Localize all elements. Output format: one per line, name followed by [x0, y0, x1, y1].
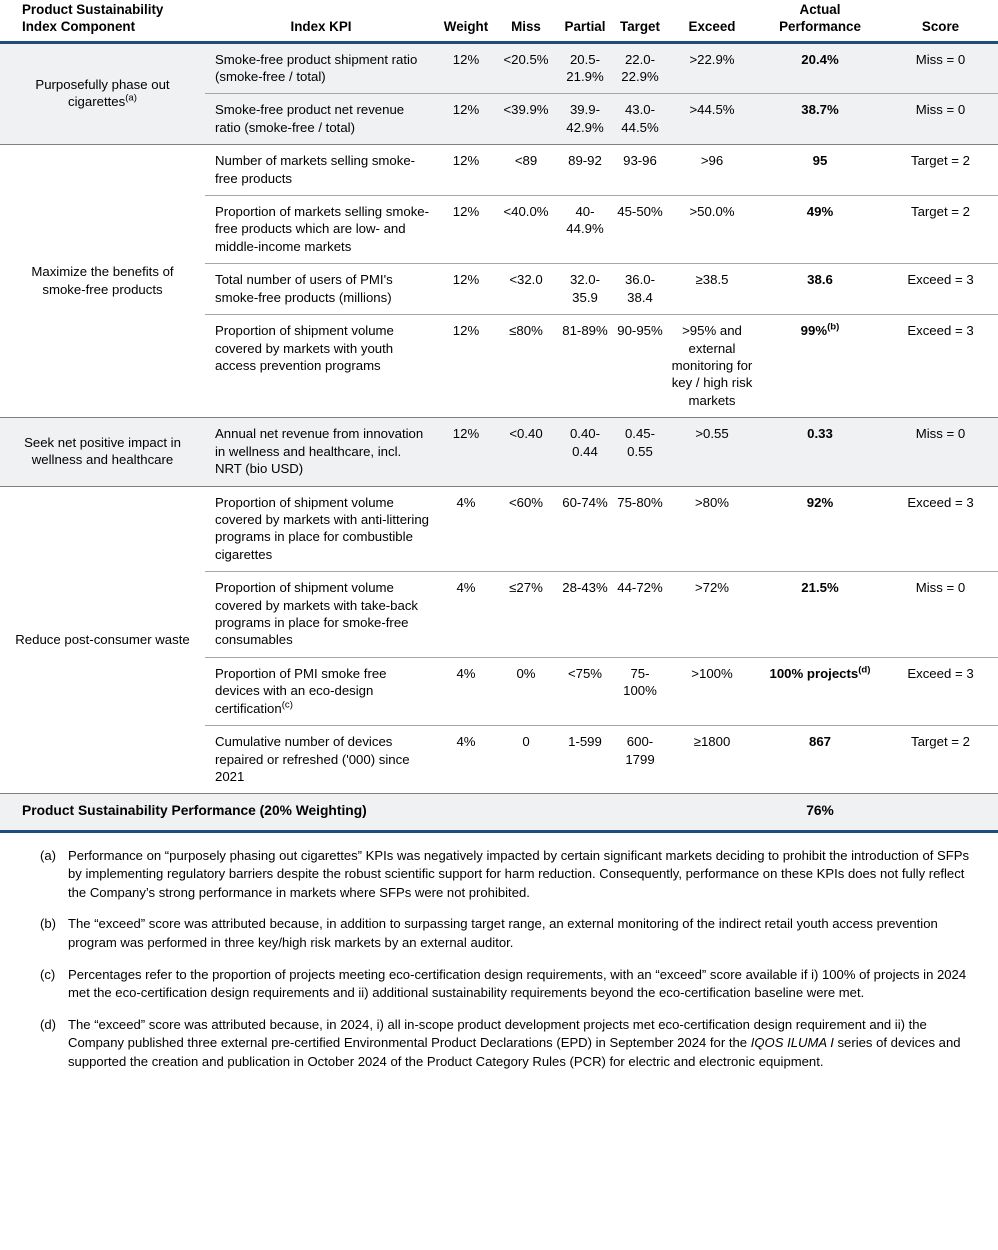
footnote-marker: (a) — [40, 847, 57, 863]
kpi-cell — [205, 94, 437, 145]
footnote — [22, 966, 976, 1003]
weight-cell: 12% — [437, 145, 495, 196]
target-cell: 75-100% — [613, 657, 667, 725]
exceed-cell: >80% — [667, 486, 757, 572]
kpi-label: Proportion of shipment volume covered by markets with anti-littering programs in place for combustible cigarettes — [215, 494, 430, 562]
exceed-cell: ≥1800 — [667, 726, 757, 794]
target-cell: 45-50% — [613, 196, 667, 264]
exceed-cell: >72% — [667, 572, 757, 658]
weight-cell: 12% — [437, 42, 495, 94]
score-cell: Exceed = 3 — [883, 315, 998, 418]
partial-cell: 40-44.9% — [557, 196, 613, 264]
score-cell: Exceed = 3 — [883, 486, 998, 572]
kpi-label: Annual net revenue from innovation in wellness and healthcare, incl. NRT (bio USD) — [215, 426, 424, 477]
column-header-component-line2: Index Component — [22, 18, 136, 34]
footnote-marker: (d) — [858, 664, 871, 676]
actual-performance-value: 867 — [808, 734, 831, 750]
column-header-score: Score — [883, 0, 998, 42]
table-row — [0, 145, 998, 196]
column-header-miss: Miss — [495, 0, 557, 42]
kpi-label: Proportion of markets selling smoke-free products which are low- and middle-income markets — [215, 204, 430, 254]
partial-cell: 81-89% — [557, 315, 613, 418]
miss-cell: ≤80% — [495, 315, 557, 418]
target-cell: 75-80% — [613, 486, 667, 572]
actual-performance-cell — [757, 315, 883, 418]
footnote-italic-term: IQOS ILUMA I — [750, 1035, 834, 1051]
index-component-cell — [0, 418, 205, 486]
weight-cell: 12% — [437, 315, 495, 418]
kpi-cell — [205, 145, 437, 196]
actual-performance-cell — [757, 264, 883, 315]
table-row — [0, 418, 998, 486]
table-header-row — [0, 0, 998, 42]
exceed-cell: ≥38.5 — [667, 264, 757, 315]
footnote-text: Percentages refer to the proportion of projects meeting eco-certification design requirements, with an “exceed” score available if i) 100% of projects in 2024 met the eco-certification design requirements and ii) additional sustainability requirements beyond the eco-certification baseline were met. — [68, 966, 967, 1001]
actual-performance-cell — [757, 94, 883, 145]
column-header-actual-line2: Performance — [779, 18, 861, 34]
total-row — [0, 794, 998, 831]
miss-cell: <60% — [495, 486, 557, 572]
column-header-actual-performance — [757, 0, 883, 42]
miss-cell: <0.40 — [495, 418, 557, 486]
actual-performance-value: 100% projects — [769, 665, 859, 681]
target-cell: 600-1799 — [613, 726, 667, 794]
kpi-label: Smoke-free product shipment ratio (smoke-free / total) — [215, 51, 418, 84]
actual-performance-value: 95 — [812, 153, 828, 169]
weight-cell: 4% — [437, 572, 495, 658]
actual-performance-value: 20.4% — [801, 51, 839, 67]
miss-cell: ≤27% — [495, 572, 557, 658]
kpi-label: Cumulative number of devices repaired or refreshed ('000) since 2021 — [215, 734, 410, 784]
target-cell: 22.0-22.9% — [613, 42, 667, 94]
partial-cell: 0.40-0.44 — [557, 418, 613, 486]
score-cell: Exceed = 3 — [883, 657, 998, 725]
index-component-label: Purposefully phase out cigarettes — [35, 76, 170, 110]
footnote-marker: (b) — [827, 321, 840, 333]
actual-performance-cell — [757, 196, 883, 264]
weight-cell: 12% — [437, 94, 495, 145]
exceed-cell: >95% and external monitoring for key / high risk markets — [667, 315, 757, 418]
actual-performance-value: 38.6 — [807, 272, 833, 288]
exceed-cell: >50.0% — [667, 196, 757, 264]
kpi-cell — [205, 657, 437, 725]
actual-performance-value: 49% — [806, 204, 834, 220]
partial-cell: 89-92 — [557, 145, 613, 196]
kpi-label: Number of markets selling smoke-free products — [215, 153, 416, 186]
partial-cell: <75% — [557, 657, 613, 725]
miss-cell: <89 — [495, 145, 557, 196]
total-score-cell — [883, 794, 998, 831]
actual-performance-cell — [757, 418, 883, 486]
score-cell: Miss = 0 — [883, 572, 998, 658]
partial-cell: 1-599 — [557, 726, 613, 794]
footnote — [22, 847, 976, 903]
score-cell: Target = 2 — [883, 196, 998, 264]
weight-cell: 4% — [437, 486, 495, 572]
partial-cell: 28-43% — [557, 572, 613, 658]
weight-cell: 4% — [437, 657, 495, 725]
table-row — [0, 486, 998, 572]
actual-performance-cell — [757, 486, 883, 572]
kpi-label: Proportion of PMI smoke free devices with an eco-design certification — [215, 665, 387, 716]
column-header-weight: Weight — [437, 0, 495, 42]
table-header — [0, 0, 998, 42]
index-component-label: Reduce post-consumer waste — [15, 631, 190, 647]
score-cell: Target = 2 — [883, 145, 998, 196]
footnote-marker: (d) — [40, 1016, 57, 1032]
footnote — [22, 915, 976, 952]
target-cell: 0.45-0.55 — [613, 418, 667, 486]
kpi-cell — [205, 264, 437, 315]
miss-cell: 0 — [495, 726, 557, 794]
partial-cell: 39.9-42.9% — [557, 94, 613, 145]
column-header-kpi: Index KPI — [205, 0, 437, 42]
weight-cell: 12% — [437, 196, 495, 264]
actual-performance-cell — [757, 42, 883, 94]
miss-cell: <40.0% — [495, 196, 557, 264]
index-component-label: Maximize the benefits of smoke-free products — [31, 264, 174, 297]
footnotes-section — [0, 847, 998, 1072]
miss-cell: <32.0 — [495, 264, 557, 315]
footnote-marker: (a) — [125, 92, 137, 104]
kpi-label: Total number of users of PMI's smoke-free products (millions) — [215, 272, 393, 305]
partial-cell: 20.5-21.9% — [557, 42, 613, 94]
weight-cell: 12% — [437, 264, 495, 315]
actual-performance-value: 21.5% — [801, 580, 839, 596]
index-component-cell — [0, 486, 205, 794]
score-cell: Miss = 0 — [883, 94, 998, 145]
target-cell: 43.0-44.5% — [613, 94, 667, 145]
footnote — [22, 1016, 976, 1072]
score-cell: Target = 2 — [883, 726, 998, 794]
actual-performance-value: 99% — [800, 323, 828, 339]
footnote-text: The “exceed” score was attributed because, in 2024, i) all in-scope product development projects met eco-certification design requirement and ii) the Company published three external pre-certified Environmental Product Declarations (EPD) in September 2024 for the IQOS ILUMA I series of devices and supported the creation and publication in October 2024 of the Product Category Rules (PCR) for electric and electronic equipment. — [68, 1016, 961, 1069]
kpi-cell — [205, 572, 437, 658]
kpi-cell — [205, 418, 437, 486]
footnote-marker: (c) — [40, 966, 56, 982]
exceed-cell: >44.5% — [667, 94, 757, 145]
column-header-target: Target — [613, 0, 667, 42]
total-label: Product Sustainability Performance (20% Weighting) — [0, 794, 757, 831]
kpi-cell — [205, 315, 437, 418]
weight-cell: 12% — [437, 418, 495, 486]
footnote-text: The “exceed” score was attributed because, in addition to surpassing target range, an external monitoring of the indirect retail youth access prevention program was performed in three key/high risk markets by an external auditor. — [68, 916, 938, 950]
actual-performance-cell — [757, 726, 883, 794]
exceed-cell: >96 — [667, 145, 757, 196]
miss-cell: <20.5% — [495, 42, 557, 94]
exceed-cell: >22.9% — [667, 42, 757, 94]
footnote-marker: (b) — [40, 916, 57, 932]
column-header-component-line1: Product Sustainability — [22, 2, 164, 17]
actual-performance-cell — [757, 145, 883, 196]
kpi-label: Proportion of shipment volume covered by markets with youth access prevention programs — [215, 323, 394, 373]
total-value: 76% — [757, 794, 883, 831]
column-header-actual-line1: Actual — [799, 2, 841, 17]
index-component-cell — [0, 145, 205, 418]
weight-cell: 4% — [437, 726, 495, 794]
exceed-cell: >0.55 — [667, 418, 757, 486]
exceed-cell: >100% — [667, 657, 757, 725]
actual-performance-value: 92% — [806, 494, 834, 510]
index-component-label: Seek net positive impact in wellness and healthcare — [24, 434, 181, 468]
index-component-cell — [0, 42, 205, 145]
miss-cell: 0% — [495, 657, 557, 725]
kpi-cell — [205, 726, 437, 794]
score-cell: Miss = 0 — [883, 418, 998, 486]
miss-cell: <39.9% — [495, 94, 557, 145]
kpi-label: Smoke-free product net revenue ratio (smoke-free / total) — [215, 102, 405, 135]
table-row — [0, 42, 998, 94]
kpi-cell — [205, 42, 437, 94]
footnote-marker: (c) — [281, 699, 293, 711]
actual-performance-cell — [757, 572, 883, 658]
column-header-exceed: Exceed — [667, 0, 757, 42]
column-header-partial: Partial — [557, 0, 613, 42]
score-cell: Exceed = 3 — [883, 264, 998, 315]
kpi-label: Proportion of shipment volume covered by markets with take-back programs in place for smoke-free consumables — [215, 580, 419, 648]
kpi-cell — [205, 486, 437, 572]
target-cell: 93-96 — [613, 145, 667, 196]
score-cell: Miss = 0 — [883, 42, 998, 94]
kpi-cell — [205, 196, 437, 264]
partial-cell: 32.0-35.9 — [557, 264, 613, 315]
target-cell: 90-95% — [613, 315, 667, 418]
target-cell: 44-72% — [613, 572, 667, 658]
table-body — [0, 42, 998, 831]
actual-performance-value: 0.33 — [807, 426, 833, 442]
footnote-text: Performance on “purposely phasing out cigarettes” KPIs was negatively impacted by certain significant markets deciding to prohibit the introduction of SFPs by implementing regulatory barriers despite the robust scientific support for harm reduction. Consequently, performance on these KPIs does not fully reflect the Company’s strong performance in markets where SFPs were not prohibited. — [68, 847, 970, 900]
actual-performance-value: 38.7% — [801, 102, 839, 118]
actual-performance-cell — [757, 657, 883, 725]
partial-cell: 60-74% — [557, 486, 613, 572]
target-cell: 36.0-38.4 — [613, 264, 667, 315]
column-header-component — [0, 0, 205, 42]
